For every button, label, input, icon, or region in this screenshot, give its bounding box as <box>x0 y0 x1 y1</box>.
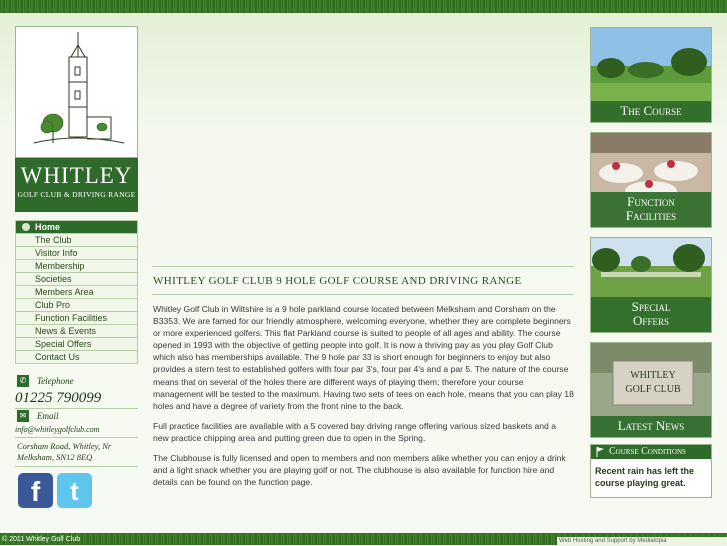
phone-icon: ✆ <box>17 375 29 387</box>
club-name: WHITLEY <box>20 163 133 188</box>
left-column <box>15 26 138 509</box>
sign-line-1: WHITLEY <box>630 370 676 381</box>
course-conditions-box <box>590 444 712 498</box>
promo-latest-news[interactable] <box>590 342 712 438</box>
email-label-row <box>15 409 138 423</box>
nav-item-special-offers[interactable]: Special Offers <box>15 338 138 351</box>
telephone-label-row <box>15 374 138 388</box>
promo-function-facilities[interactable] <box>590 132 712 228</box>
main-content <box>152 266 574 488</box>
promo-label: The Course <box>591 101 711 122</box>
nav-item-members-area[interactable]: Members Area <box>15 286 138 299</box>
promo-label-line-2: Facilities <box>625 208 677 223</box>
main-nav <box>15 220 138 364</box>
twitter-icon[interactable]: t <box>57 473 92 508</box>
heading-rule-bottom <box>152 294 574 295</box>
promo-special-offers[interactable] <box>590 237 712 333</box>
intro-paragraph: Whitley Golf Club in Wiltshire is a 9 hole parkland course located between Melksham and Corsham on the B3353. We are famed for our friendly atmosphere, welcoming everyone, whether they are complete beginners or more experienced golfers. This flat Parkland course is suited to people of all ages and ability. The course opened in 1993 with the objective of getting people into golf. It is now a thriving pay as you play Golf Club which also has memberships available. The 9 hole par 33 is short enough for beginners to enjoy but also provides a stern test to established golfers with four par 3's, four par 4's and a par 5. The nature of the course means that on several of the holes there are different ways of playing them; therefore your course management will be tested to the maximum. Having two sets of tees on each hole, means that you can play 18 holes and have a degree of variety from the front nine to the back. <box>153 304 574 411</box>
nav-item-club-pro[interactable]: Club Pro <box>15 299 138 312</box>
right-column <box>590 27 712 498</box>
promo-label <box>591 192 711 227</box>
address-line-1: Corsham Road, Whitley, Nr <box>17 441 112 451</box>
promo-label <box>591 297 711 332</box>
nav-item-news-events[interactable]: News & Events <box>15 325 138 338</box>
promo-label: Latest News <box>591 416 711 437</box>
nav-item-visitor-info[interactable]: Visitor Info <box>15 247 138 260</box>
email-link[interactable]: info@whitleygolfclub.com <box>15 423 138 438</box>
address <box>15 438 138 467</box>
promo-label-line-1: Function <box>627 194 675 209</box>
promo-label-line-1: Special <box>631 299 671 314</box>
nav-item-home[interactable]: Home <box>15 220 138 234</box>
nav-item-societies[interactable]: Societies <box>15 273 138 286</box>
nav-item-membership[interactable]: Membership <box>15 260 138 273</box>
clubhouse-paragraph: The Clubhouse is fully licensed and open to members and non members alike whether you can enjoy a drink and a light snack whether you are playing golf or not. The clubhouse is also available for function hire and details can be found on the function page. <box>153 453 566 488</box>
flag-icon <box>596 447 605 457</box>
facebook-icon[interactable]: f <box>18 473 53 508</box>
sign-line-2: GOLF CLUB <box>625 384 681 395</box>
address-line-2: Melksham, SN12 8EQ <box>17 452 93 462</box>
course-conditions-text: Recent rain has left the course playing great. <box>595 466 695 488</box>
phone-number[interactable]: 01225 790099 <box>15 388 138 409</box>
nav-item-the-club[interactable]: The Club <box>15 234 138 247</box>
club-subtitle: GOLF CLUB & DRIVING RANGE <box>17 190 136 199</box>
email-icon: ✉ <box>17 410 29 422</box>
page-title: WHITLEY GOLF CLUB 9 HOLE GOLF COURSE AND DRIVING RANGE <box>153 275 522 287</box>
hosting-credit-link[interactable]: Web Hosting and Support by Mediatopia <box>557 537 727 546</box>
email-label: Email <box>37 411 59 421</box>
logo-illustration[interactable] <box>15 26 138 158</box>
church-tower-icon <box>16 27 137 157</box>
telephone-label: Telephone <box>37 376 74 386</box>
practice-paragraph: Full practice facilities are available with a 5 covered bay driving range offering various sized baskets and a new practice chipping area and putting green due to open in the Spring. <box>153 420 557 443</box>
promo-label-line-2: Offers <box>633 313 669 328</box>
nav-item-contact-us[interactable]: Contact Us <box>15 351 138 364</box>
nav-item-function-facilities[interactable]: Function Facilities <box>15 312 138 325</box>
promo-the-course[interactable] <box>590 27 712 123</box>
copyright: © 2011 Whitley Golf Club <box>2 536 81 543</box>
contact-block <box>15 374 138 467</box>
logo-band[interactable] <box>15 158 138 212</box>
course-conditions-header <box>591 445 711 459</box>
course-conditions-title: Course Conditions <box>609 446 686 457</box>
grass-banner-top <box>0 0 727 13</box>
social-links <box>15 473 138 509</box>
